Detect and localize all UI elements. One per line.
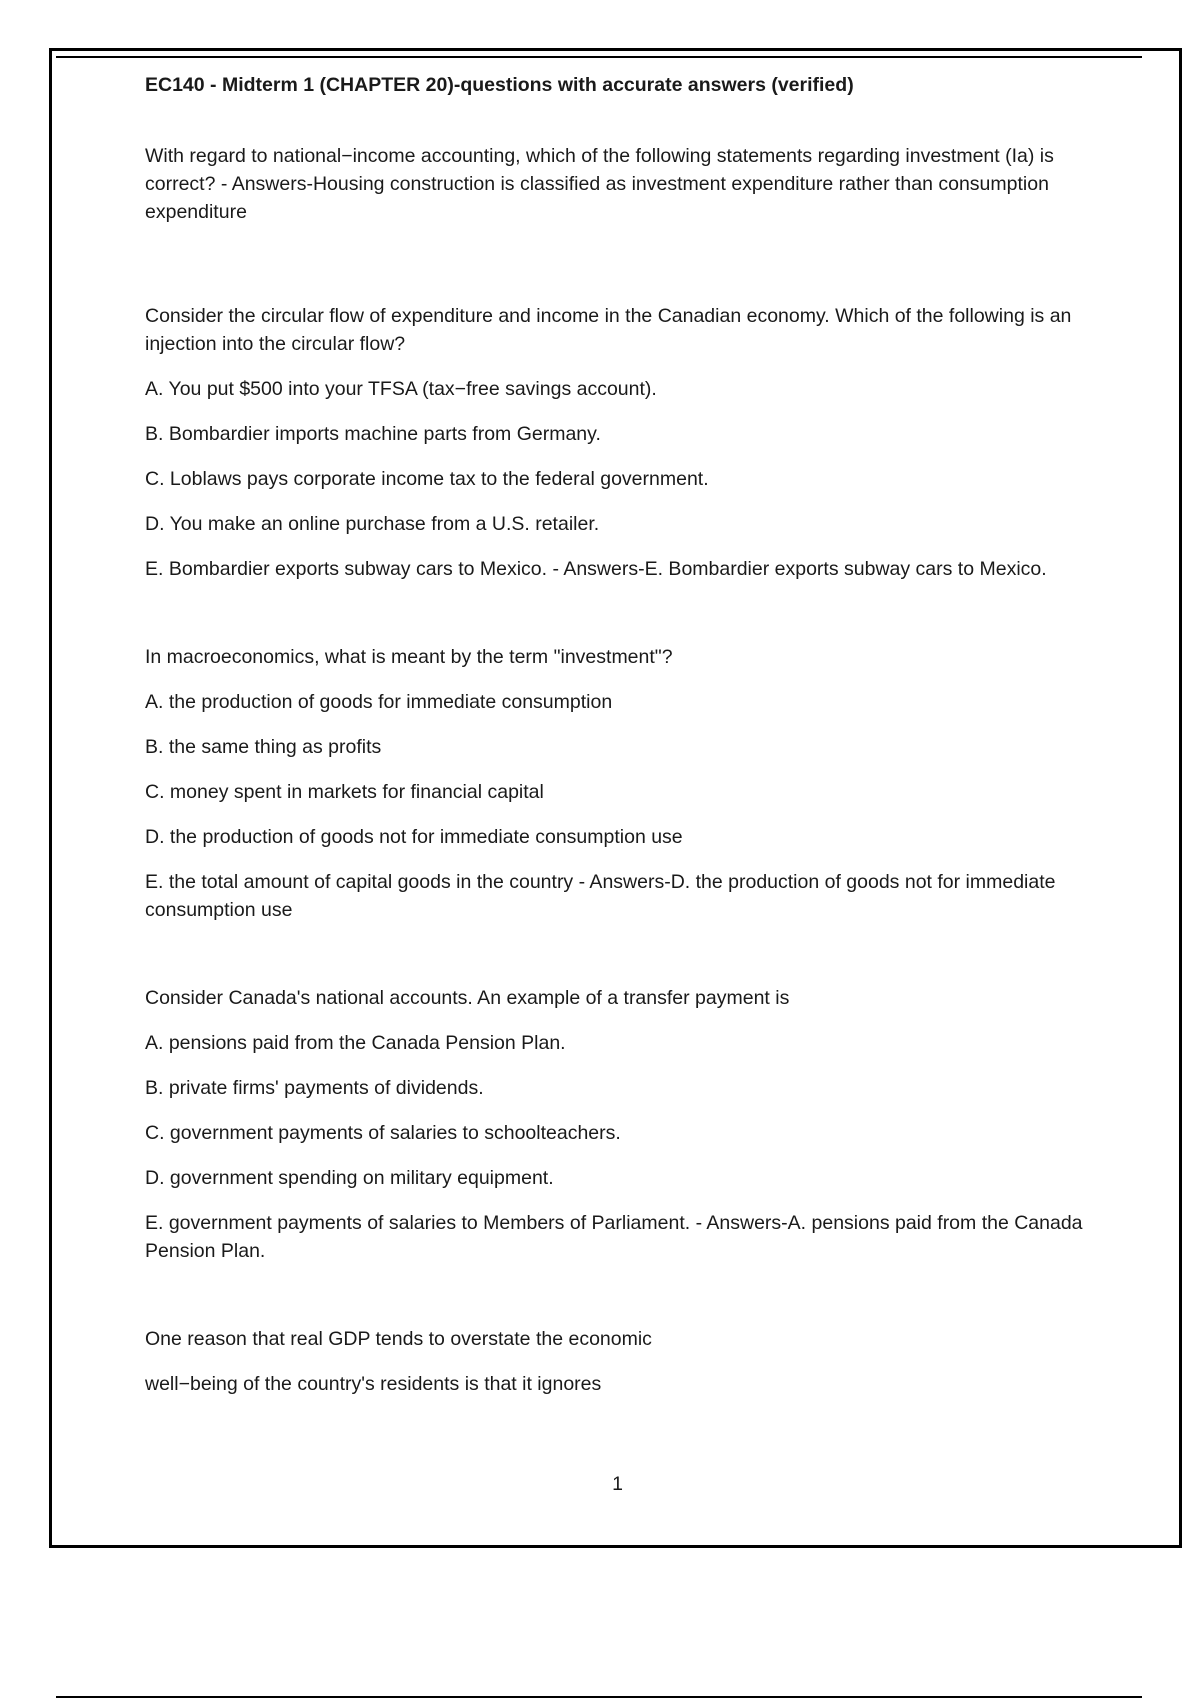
question-4-option-e: E. government payments of salaries to Members of Parliament. - Answers-A. pensions paid from the Canada Pension Plan. (145, 1212, 1083, 1262)
question-2 (145, 302, 1105, 583)
question-5-stem-line-2: well−being of the country's residents is that it ignores (145, 1373, 602, 1395)
document-title: EC140 - Midterm 1 (CHAPTER 20)-questions with accurate answers (verified) (145, 74, 854, 96)
question-2-option-c: C. Loblaws pays corporate income tax to the federal government. (145, 468, 709, 490)
question-5-stem-line-1: One reason that real GDP tends to overstate the economic (145, 1328, 652, 1350)
question-4-stem: Consider Canada's national accounts. An example of a transfer payment is (145, 987, 790, 1009)
question-3-stem: In macroeconomics, what is meant by the term "investment"? (145, 646, 673, 668)
question-5 (145, 1325, 1105, 1398)
document-body (145, 72, 1105, 1415)
question-2-option-e: E. Bombardier exports subway cars to Mexico. - Answers-E. Bombardier exports subway cars to Mexico. (145, 558, 1047, 580)
question-3-option-d: D. the production of goods not for immediate consumption use (145, 826, 683, 848)
question-4-option-b: B. private firms' payments of dividends. (145, 1077, 484, 1099)
next-page-rule (56, 1696, 1142, 1698)
header-rule (56, 56, 1142, 58)
question-4 (145, 984, 1105, 1265)
question-3 (145, 643, 1105, 924)
question-2-option-b: B. Bombardier imports machine parts from Germany. (145, 423, 601, 445)
question-3-option-e: E. the total amount of capital goods in the country - Answers-D. the production of goods not for immediate consumption use (145, 871, 1056, 921)
question-1-text: With regard to national−income accounting, which of the following statements regarding investment (Ia) is correct? - Answers-Housing construction is classified as investment expenditure rather than consumption expenditure (145, 145, 1054, 223)
question-3-option-b: B. the same thing as profits (145, 736, 382, 758)
question-3-option-c: C. money spent in markets for financial capital (145, 781, 544, 803)
question-2-option-d: D. You make an online purchase from a U.S. retailer. (145, 513, 600, 535)
question-4-option-d: D. government spending on military equipment. (145, 1167, 554, 1189)
question-2-stem: Consider the circular flow of expenditure and income in the Canadian economy. Which of the following is an injection into the circular flow? (145, 305, 1072, 355)
question-1 (145, 142, 1105, 226)
question-3-option-a: A. the production of goods for immediate consumption (145, 691, 613, 713)
question-2-option-a: A. You put $500 into your TFSA (tax−free savings account). (145, 378, 657, 400)
question-4-option-a: A. pensions paid from the Canada Pension Plan. (145, 1032, 566, 1054)
question-4-option-c: C. government payments of salaries to schoolteachers. (145, 1122, 621, 1144)
page-number: 1 (612, 1473, 623, 1495)
